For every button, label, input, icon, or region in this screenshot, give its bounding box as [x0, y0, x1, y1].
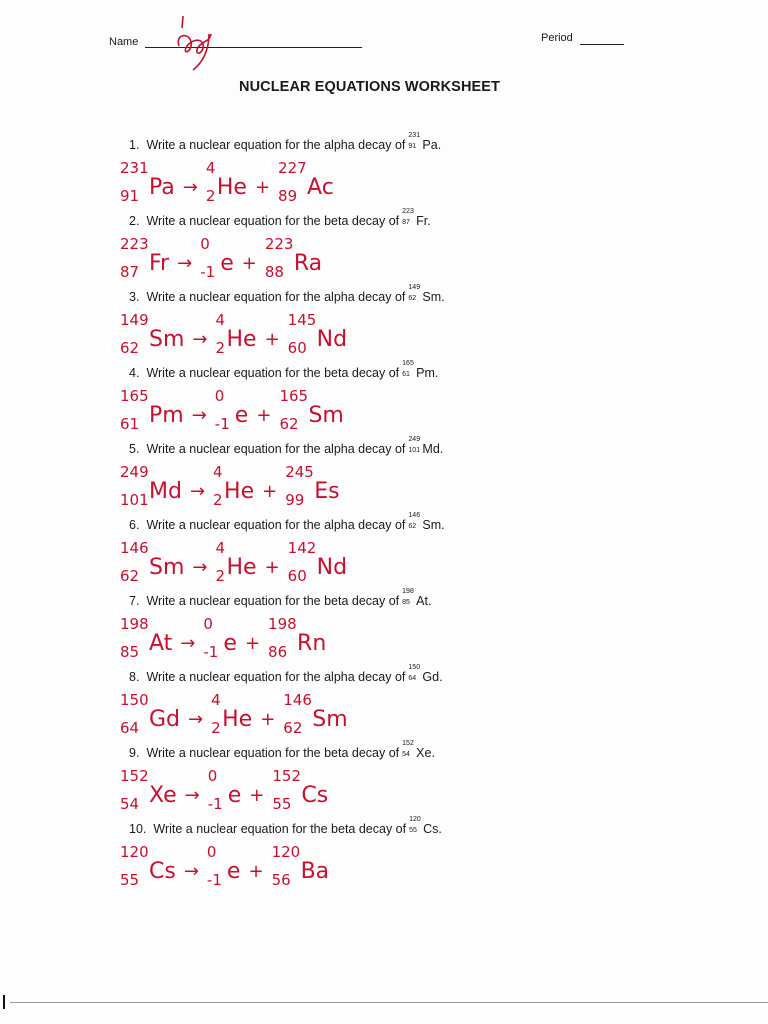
nuclide-mass: 152	[120, 767, 149, 785]
nuclide-mass: 198	[268, 615, 297, 633]
plus-sign: +	[248, 861, 264, 882]
mass-number: 249	[408, 436, 421, 443]
mass-number: 146	[408, 512, 421, 519]
nuclide	[211, 691, 253, 737]
nuclide-symbol: Sm	[312, 707, 348, 732]
question-number: 1.	[129, 138, 140, 152]
nuclide-symbol: Sm	[149, 555, 185, 580]
mass-number: 223	[402, 208, 414, 215]
question-text: Write a nuclear equation for the alpha decay of	[146, 138, 406, 152]
nuclide-atomic: 61	[120, 415, 140, 433]
nuclide-symbol: He	[226, 327, 257, 352]
mass-number: 198	[402, 588, 414, 595]
nuclide-symbol: e	[220, 251, 234, 276]
nuclide-symbol: e	[227, 783, 242, 808]
question-number: 6.	[129, 518, 140, 532]
nuclide-symbol: Nd	[316, 327, 348, 352]
nuclide-atomic: 99	[285, 491, 305, 509]
nuclide-atomic: 2	[205, 187, 216, 205]
handwritten-answer-6	[120, 539, 348, 585]
nuclide-mass: 142	[287, 539, 317, 557]
nuclide-atomic: 2	[211, 719, 221, 737]
nuclide	[120, 159, 175, 205]
nuclide	[120, 843, 176, 889]
page-title: NUCLEAR EQUATIONS WORKSHEET	[239, 79, 501, 95]
period-line	[580, 44, 624, 45]
isotope-notation	[408, 132, 422, 151]
atomic-number: 62	[408, 295, 417, 302]
atomic-number: 85	[402, 599, 410, 606]
nuclide-symbol: Rn	[297, 631, 327, 656]
nuclide-mass: 4	[213, 463, 223, 481]
nuclide-symbol: Pa	[149, 175, 175, 200]
nuclide-atomic: 62	[283, 719, 303, 737]
question-text: Write a nuclear equation for the beta decay of	[146, 594, 400, 608]
atomic-number: 62	[408, 523, 417, 530]
nuclide	[203, 615, 237, 661]
question-number: 7.	[129, 594, 140, 608]
question-number: 9.	[129, 746, 140, 760]
period-label: Period	[541, 32, 573, 44]
atomic-number: 54	[402, 751, 410, 758]
name-label: Name	[109, 36, 139, 48]
nuclide-mass: 146	[120, 539, 149, 557]
mass-number: 152	[402, 740, 414, 747]
nuclide-symbol: Pm	[149, 403, 184, 428]
nuclide-atomic: 54	[120, 795, 140, 813]
question-10	[129, 816, 442, 836]
nuclide-mass: 0	[207, 767, 218, 785]
isotope-notation	[402, 360, 416, 379]
reaction-arrow: →	[180, 633, 196, 654]
period-dot: .	[441, 290, 445, 304]
nuclide-atomic: 101	[120, 491, 149, 509]
isotope-notation	[408, 512, 422, 531]
question-2	[129, 208, 431, 228]
question-number: 10.	[129, 822, 147, 836]
handwritten-answer-10	[120, 843, 330, 889]
period-dot: .	[434, 366, 439, 380]
mass-number: 165	[402, 360, 414, 367]
nuclide-mass: 231	[120, 159, 149, 177]
nuclide-mass: 165	[279, 387, 309, 405]
handwritten-answer-2	[120, 235, 323, 281]
nuclide	[120, 311, 185, 357]
bottom-rule	[10, 1002, 768, 1003]
mass-number: 150	[408, 664, 421, 671]
nuclide-symbol: He	[222, 707, 253, 732]
nuclide-symbol: Ra	[293, 251, 323, 276]
nuclide-atomic: 64	[120, 719, 140, 737]
isotope-notation	[409, 816, 423, 835]
question-text: Write a nuclear equation for the beta decay of	[153, 822, 407, 836]
question-text: Write a nuclear equation for the alpha decay of	[146, 670, 406, 684]
nuclide-mass: 0	[203, 615, 213, 633]
isotope-notation	[408, 664, 422, 683]
question-number: 8.	[129, 670, 140, 684]
nuclide-atomic: -1	[207, 795, 223, 813]
nuclide-atomic: 62	[120, 339, 140, 357]
question-5	[129, 436, 444, 456]
nuclide	[120, 387, 184, 433]
element-symbol: At	[416, 594, 428, 608]
element-symbol: Fr	[416, 214, 428, 228]
plus-sign: +	[241, 253, 257, 274]
handwritten-answer-7	[120, 615, 327, 661]
nuclide	[200, 235, 234, 281]
nuclide-symbol: Sm	[149, 327, 185, 352]
handwritten-answer-8	[120, 691, 348, 737]
nuclide	[207, 767, 242, 813]
plus-sign: +	[264, 329, 280, 350]
isotope-notation	[408, 436, 422, 455]
nuclide-symbol: Cs	[149, 859, 176, 884]
period-dot: .	[439, 442, 444, 456]
question-text: Write a nuclear equation for the beta decay of	[146, 366, 400, 380]
atomic-number: 64	[408, 675, 417, 682]
nuclide-atomic: 62	[120, 567, 140, 585]
nuclide	[278, 159, 334, 205]
nuclide-mass: 4	[211, 691, 221, 709]
nuclide-mass: 120	[271, 843, 301, 861]
element-symbol: Xe	[416, 746, 432, 760]
question-number: 4.	[129, 366, 140, 380]
atomic-number: 101	[408, 447, 421, 454]
nuclide-symbol: Cs	[301, 783, 329, 808]
plus-sign: +	[244, 633, 261, 654]
nuclide-atomic: 55	[120, 871, 140, 889]
nuclide-mass: 223	[120, 235, 149, 253]
handwritten-answer-4	[120, 387, 344, 433]
question-number: 3.	[129, 290, 140, 304]
nuclide-symbol: Ba	[300, 859, 330, 884]
question-number: 5.	[129, 442, 140, 456]
nuclide-atomic: 2	[213, 491, 223, 509]
nuclide	[264, 235, 323, 281]
nuclide-atomic: 62	[279, 415, 299, 433]
nuclide	[215, 311, 257, 357]
nuclide	[215, 539, 257, 585]
period-dot: .	[437, 138, 442, 152]
handwritten-answer-5	[120, 463, 340, 509]
nuclide-atomic: 89	[278, 187, 298, 205]
nuclide-symbol: He	[226, 555, 257, 580]
nuclide-atomic: 87	[120, 263, 140, 281]
nuclide-mass: 120	[120, 843, 149, 861]
nuclide	[283, 691, 348, 737]
element-symbol: Cs	[423, 822, 439, 836]
nuclide-mass: 4	[215, 311, 226, 329]
nuclide-mass: 245	[285, 463, 314, 481]
nuclide-symbol: Gd	[149, 707, 181, 732]
nuclide-symbol: Md	[149, 479, 182, 504]
nuclide-atomic: -1	[214, 415, 230, 433]
nuclide-atomic: -1	[206, 871, 222, 889]
nuclide	[272, 767, 329, 813]
handwritten-answer-9	[120, 767, 329, 813]
nuclide-atomic: 91	[120, 187, 140, 205]
nuclide-mass: 249	[120, 463, 149, 481]
question-3	[129, 284, 445, 304]
nuclide-symbol: He	[224, 479, 255, 504]
period-dot: .	[427, 214, 431, 228]
question-text: Write a nuclear equation for the beta decay of	[146, 214, 400, 228]
nuclide	[287, 539, 348, 585]
nuclide-symbol: Ac	[307, 175, 334, 200]
question-1	[129, 132, 442, 152]
nuclide-symbol: Xe	[149, 783, 177, 808]
handwritten-answer-3	[120, 311, 348, 357]
element-symbol: Md	[422, 442, 440, 456]
atomic-number: 87	[402, 219, 410, 226]
nuclide-mass: 0	[200, 235, 210, 253]
nuclide-atomic: -1	[203, 643, 219, 661]
nuclide-mass: 227	[278, 159, 307, 177]
isotope-notation	[402, 740, 416, 759]
nuclide-atomic: 88	[264, 263, 284, 281]
nuclide-symbol: e	[223, 631, 237, 656]
reaction-arrow: →	[192, 329, 208, 350]
period-dot: .	[431, 746, 435, 760]
plus-sign: +	[256, 405, 272, 426]
atomic-number: 61	[402, 371, 410, 378]
reaction-arrow: →	[188, 709, 204, 730]
question-text: Write a nuclear equation for the alpha decay of	[146, 290, 406, 304]
question-text: Write a nuclear equation for the beta decay of	[146, 746, 400, 760]
question-6	[129, 512, 445, 532]
nuclide-symbol: e	[226, 859, 241, 884]
question-text: Write a nuclear equation for the alpha decay of	[146, 442, 406, 456]
isotope-notation	[408, 284, 422, 303]
mass-number: 120	[409, 816, 421, 823]
nuclide-mass: 146	[283, 691, 312, 709]
nuclide-symbol: Nd	[316, 555, 348, 580]
plus-sign: +	[254, 177, 271, 198]
scan-mark	[3, 995, 5, 1009]
nuclide-mass: 223	[264, 235, 294, 253]
plus-sign: +	[264, 557, 280, 578]
period-dot: .	[439, 670, 443, 684]
plus-sign: +	[260, 709, 276, 730]
nuclide-mass: 152	[272, 767, 301, 785]
period-dot: .	[441, 518, 445, 532]
handwritten-signature	[165, 12, 235, 72]
nuclide-atomic: 85	[120, 643, 140, 661]
element-symbol: Sm	[422, 518, 442, 532]
question-text: Write a nuclear equation for the alpha decay of	[146, 518, 406, 532]
reaction-arrow: →	[189, 481, 206, 502]
nuclide-mass: 145	[287, 311, 317, 329]
element-symbol: Pm	[416, 366, 435, 380]
nuclide-mass: 4	[205, 159, 216, 177]
nuclide-mass: 4	[215, 539, 226, 557]
question-4	[129, 360, 439, 380]
nuclide	[268, 615, 327, 661]
plus-sign: +	[249, 785, 265, 806]
nuclide-atomic: 86	[268, 643, 288, 661]
atomic-number: 55	[409, 827, 417, 834]
question-7	[129, 588, 432, 608]
plus-sign: +	[262, 481, 278, 502]
nuclide-symbol: He	[216, 175, 247, 200]
question-number: 2.	[129, 214, 140, 228]
element-symbol: Pa	[422, 138, 438, 152]
nuclide-symbol: At	[149, 631, 173, 656]
reaction-arrow: →	[177, 253, 193, 274]
nuclide-atomic: 56	[271, 871, 291, 889]
nuclide-symbol: e	[234, 403, 249, 428]
element-symbol: Gd	[422, 670, 440, 684]
nuclide-symbol: Es	[314, 479, 340, 504]
question-9	[129, 740, 435, 760]
nuclide	[120, 615, 173, 661]
period-dot: .	[427, 594, 432, 608]
nuclide	[120, 463, 182, 509]
nuclide-mass: 198	[120, 615, 149, 633]
nuclide	[287, 311, 348, 357]
nuclide-mass: 149	[120, 311, 149, 329]
reaction-arrow: →	[182, 177, 198, 198]
nuclide	[213, 463, 255, 509]
period-dot: .	[438, 822, 442, 836]
atomic-number: 91	[408, 143, 417, 150]
nuclide-atomic: 60	[287, 567, 307, 585]
nuclide-symbol: Sm	[308, 403, 344, 428]
isotope-notation	[402, 588, 416, 607]
element-symbol: Sm	[422, 290, 442, 304]
nuclide	[214, 387, 249, 433]
handwritten-answer-1	[120, 159, 334, 205]
nuclide	[285, 463, 340, 509]
nuclide	[120, 235, 170, 281]
reaction-arrow: →	[184, 785, 200, 806]
nuclide-atomic: 2	[215, 339, 226, 357]
question-8	[129, 664, 443, 684]
nuclide-atomic: 55	[272, 795, 292, 813]
nuclide	[120, 691, 181, 737]
nuclide-atomic: 60	[287, 339, 307, 357]
nuclide	[279, 387, 344, 433]
reaction-arrow: →	[183, 861, 199, 882]
reaction-arrow: →	[192, 557, 208, 578]
nuclide-mass: 0	[214, 387, 225, 405]
nuclide	[205, 159, 247, 205]
nuclide	[120, 539, 185, 585]
nuclide-mass: 0	[206, 843, 217, 861]
isotope-notation	[402, 208, 416, 227]
mass-number: 149	[408, 284, 421, 291]
reaction-arrow: →	[191, 405, 207, 426]
nuclide	[120, 767, 177, 813]
nuclide-atomic: 2	[215, 567, 226, 585]
mass-number: 231	[408, 132, 421, 139]
nuclide-atomic: -1	[200, 263, 216, 281]
nuclide-symbol: Fr	[149, 251, 170, 276]
nuclide	[271, 843, 330, 889]
nuclide-mass: 150	[120, 691, 149, 709]
nuclide	[206, 843, 241, 889]
nuclide-mass: 165	[120, 387, 149, 405]
